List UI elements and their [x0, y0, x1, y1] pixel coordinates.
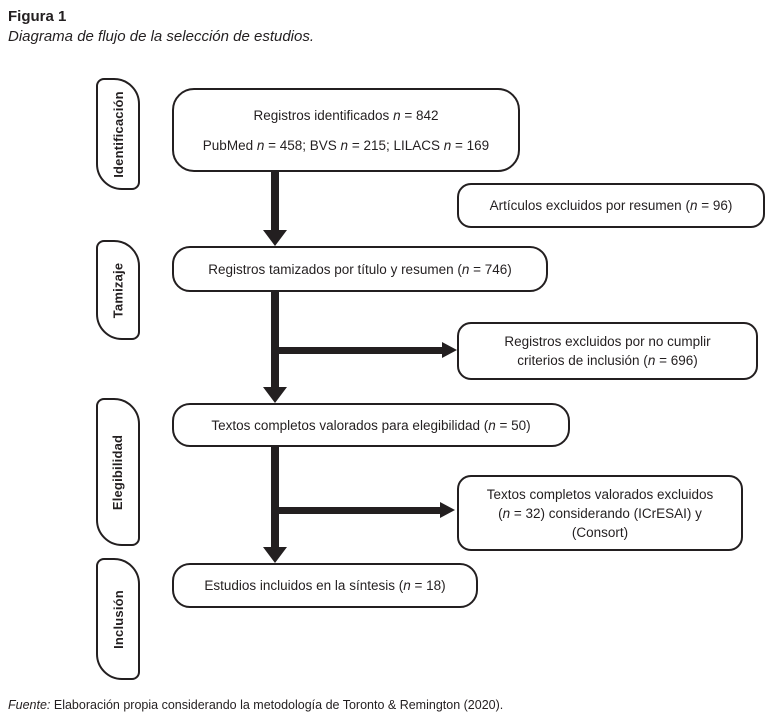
arrow-down-3-head: [263, 547, 287, 563]
exclusion-box-text: (n = 32) considerando (ICrESAI) y: [498, 505, 702, 521]
source-note-text: Elaboración propia considerando la metodología de Toronto & Remington (2020).: [50, 698, 504, 712]
arrow-down-1-head: [263, 230, 287, 246]
flow-box-records-screened: [172, 246, 548, 292]
exclusion-box-text: criterios de inclusión (n = 696): [517, 353, 698, 368]
exclusion-box-fulltext: [457, 475, 743, 551]
flow-box-studies-included: [172, 563, 478, 608]
arrow-down-2-head: [263, 387, 287, 403]
flow-box-text: PubMed n = 458; BVS n = 215; LILACS n = 169: [202, 137, 490, 153]
flow-box-records-identified: [172, 88, 520, 172]
arrow-down-1-shaft: [271, 170, 279, 230]
stage-label-identificacion: Identificación: [110, 90, 126, 178]
exclusion-box-text: Artículos excluidos por resumen (n = 96): [489, 198, 733, 213]
exclusion-box-abstract: [457, 183, 765, 228]
stage-label-elegibilidad: Elegibilidad: [110, 434, 126, 510]
arrow-right-1-shaft: [275, 347, 442, 354]
stage-tab-inclusion: [96, 558, 140, 680]
stage-tab-elegibilidad: [96, 398, 140, 546]
exclusion-box-criteria: [457, 322, 758, 380]
flow-box-text: Textos completos valorados para elegibilidad (n = 50): [211, 417, 531, 433]
flow-box-text: Registros identificados n = 842: [253, 107, 439, 123]
arrow-right-1-head: [442, 342, 457, 358]
exclusion-box-text: (Consort): [571, 524, 629, 540]
exclusion-box-text: Registros excluidos por no cumplir: [504, 334, 711, 349]
figure-label: Figura 1: [8, 8, 67, 25]
arrow-right-2-head: [440, 502, 455, 518]
exclusion-box-text: Textos completos valorados excluidos: [486, 486, 714, 502]
stage-tab-identificacion: [96, 78, 140, 190]
source-note-label: Fuente:: [8, 698, 51, 712]
flow-box-text: Estudios incluidos en la síntesis (n = 18): [204, 578, 446, 593]
stage-tab-tamizaje: [96, 240, 140, 340]
arrow-right-2-shaft: [275, 507, 440, 514]
arrow-down-2-shaft: [271, 290, 279, 387]
source-note: [8, 698, 503, 712]
stage-label-inclusion: Inclusión: [110, 589, 126, 649]
flow-box-fulltext-assessed: [172, 403, 570, 447]
stage-label-tamizaje: Tamizaje: [110, 262, 126, 318]
figure-caption: Diagrama de flujo de la selección de estudios.: [8, 28, 315, 45]
flow-box-text: Registros tamizados por título y resumen (n = 746): [208, 261, 512, 277]
arrow-down-3-shaft: [271, 445, 279, 547]
